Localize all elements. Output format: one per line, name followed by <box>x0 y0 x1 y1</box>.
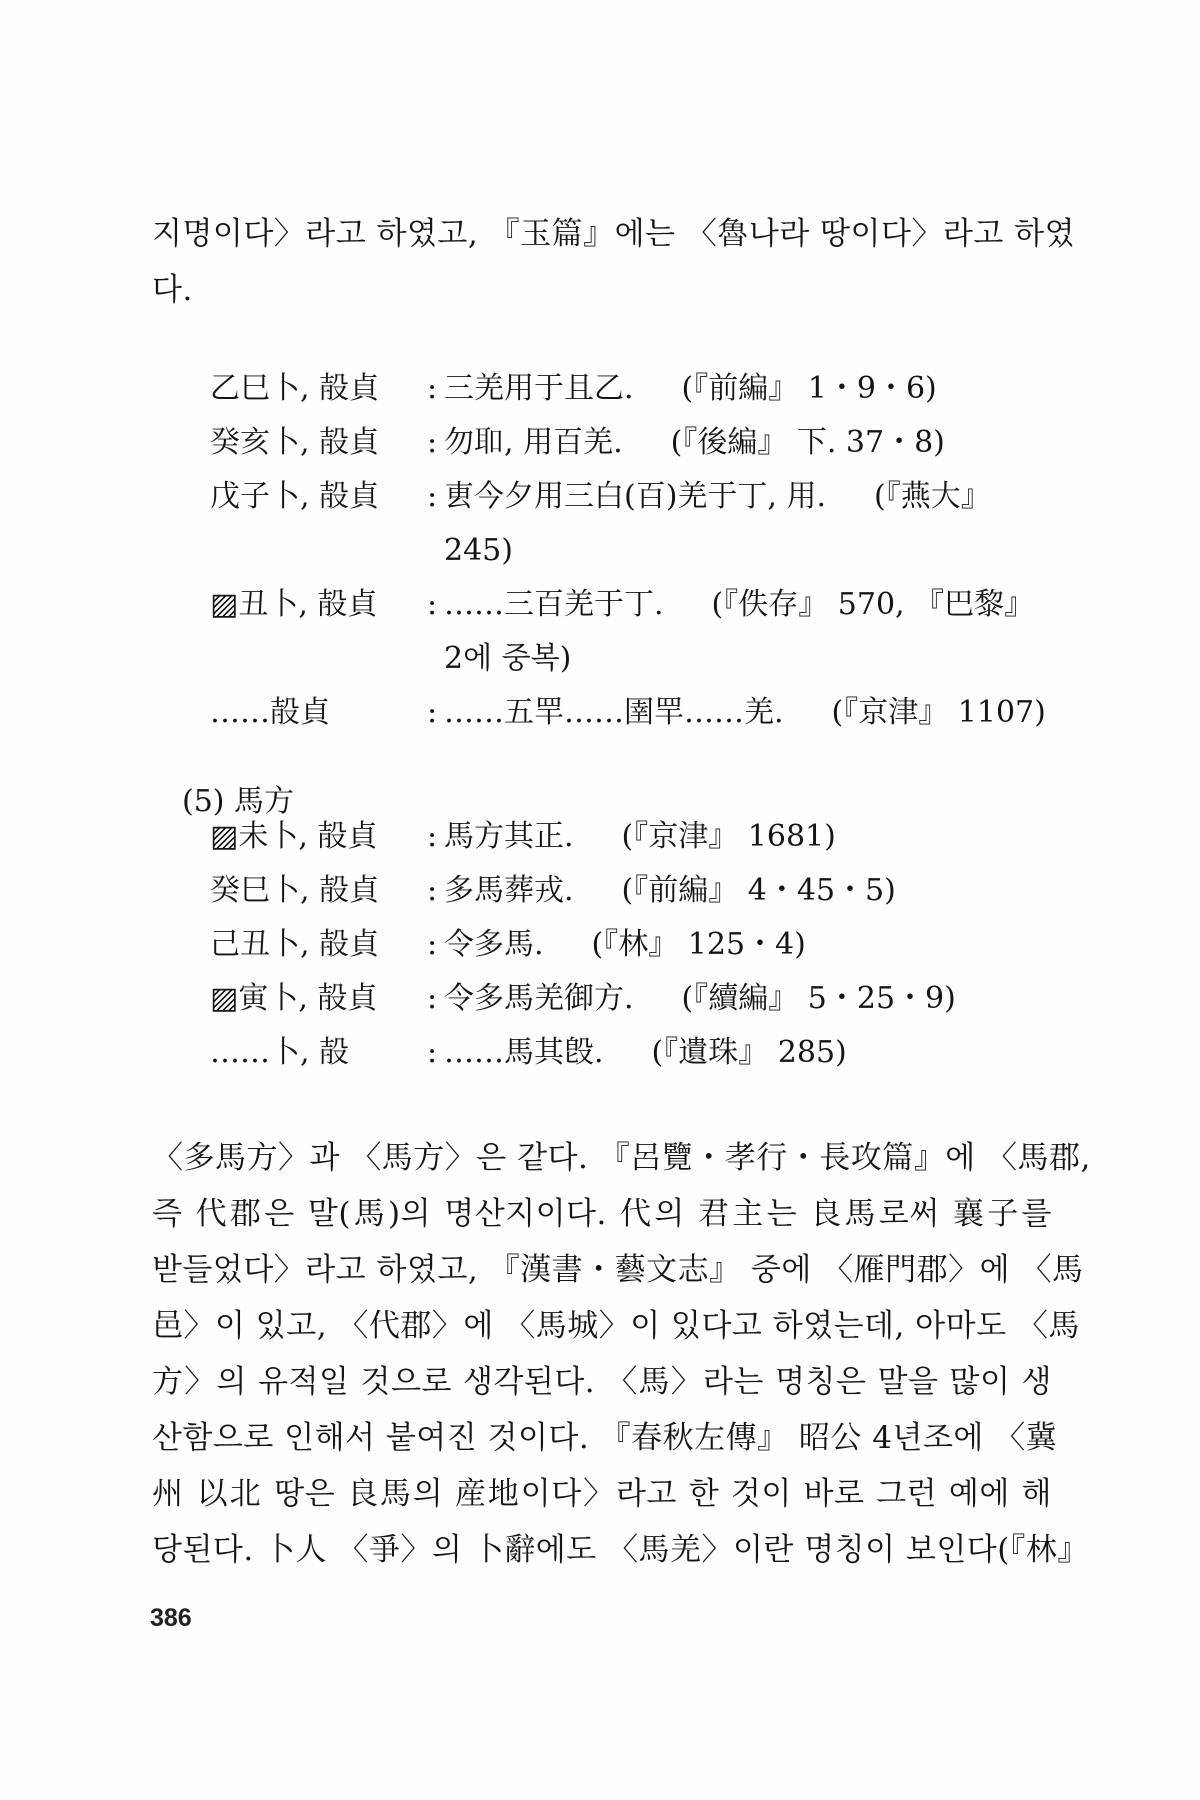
divination-condition: 己丑卜, 㱿貞 <box>210 927 380 962</box>
text-line: 方〉의 유적일 것으로 생각된다. 〈馬〉라는 명칭은 말을 많이 생 <box>152 1364 1052 1400</box>
divination-condition: 戊子卜, 㱿貞 <box>210 479 380 514</box>
divination-condition: ▨丑卜, 㱿貞 <box>210 587 378 622</box>
inscription-body <box>444 470 1060 578</box>
inscription-entry <box>210 362 1060 416</box>
inscription-entry <box>210 810 1060 864</box>
inscription-source: (『前編』 4・45・5) <box>621 873 896 908</box>
intro-paragraph <box>152 206 1076 318</box>
text-line: 당된다. 卜人 〈爭〉의 卜辭에도 〈馬羌〉이란 명칭이 보인다(『林』 <box>152 1532 1089 1568</box>
divination-condition: ▨未卜, 㱿貞 <box>210 819 378 854</box>
inscription-entry <box>210 972 1060 1026</box>
inscription-text: 令多馬羌御方. <box>444 981 634 1016</box>
colon-separator: : <box>426 873 438 908</box>
text-line: 州 以北 땅은 良馬의 産地이다〉라고 한 것이 바로 그런 예에 해 <box>152 1476 1052 1512</box>
colon-separator: : <box>426 927 438 962</box>
inscription-body <box>444 1026 1060 1080</box>
inscription-text: ……馬其𣪘. <box>444 1035 604 1070</box>
divination-condition: ……㱿貞 <box>210 695 330 730</box>
inscription-text: 令多馬. <box>444 927 544 962</box>
colon-separator: : <box>426 371 438 406</box>
divination-condition: ……卜, 㱿 <box>210 1035 350 1070</box>
inscription-source: (『京津』 1107) <box>831 695 1046 730</box>
inscription-text: ……五䍐……圉䍐……羌. <box>444 695 784 730</box>
inscription-text: ……三百羌于丁. <box>444 587 664 622</box>
inscription-body <box>444 918 1060 972</box>
oracle-inscription-list-2 <box>210 810 1060 1080</box>
inscription-body <box>444 362 1060 416</box>
divination-condition: 癸亥卜, 㱿貞 <box>210 425 380 460</box>
page-number: 386 <box>150 1604 192 1632</box>
inscription-entry <box>210 470 1060 578</box>
closing-paragraph <box>152 1130 1091 1578</box>
inscription-source: (『京津』 1681) <box>621 819 836 854</box>
colon-separator: : <box>426 587 438 622</box>
inscription-source: (『林』 125・4) <box>591 927 806 962</box>
inscription-text: 多馬葬戎. <box>444 873 574 908</box>
inscription-source: (『後編』 下. 37・8) <box>670 425 945 460</box>
inscription-body <box>444 810 1060 864</box>
text-line: 邑〉이 있고, 〈代郡〉에 〈馬城〉이 있다고 하였는데, 아마도 〈馬 <box>152 1308 1080 1344</box>
divination-condition: 癸巳卜, 㱿貞 <box>210 873 380 908</box>
inscription-body <box>444 686 1060 740</box>
inscription-body <box>444 864 1060 918</box>
colon-separator: : <box>426 695 438 730</box>
section-heading: (5) 馬方 <box>182 784 295 819</box>
inscription-entry <box>210 864 1060 918</box>
text-line: 즉 代郡은 말(馬)의 명산지이다. 代의 君主는 良馬로써 襄子를 <box>152 1196 1052 1232</box>
colon-separator: : <box>426 819 438 854</box>
inscription-body <box>444 416 1060 470</box>
text-line: 〈多馬方〉과 〈馬方〉은 같다. 『呂覽・孝行・長攻篇』에 〈馬郡, <box>152 1140 1091 1176</box>
text-line: 다. <box>152 272 193 308</box>
inscription-text: 勿𦔻, 用百羌. <box>444 425 623 460</box>
inscription-entry <box>210 416 1060 470</box>
inscription-entry <box>210 918 1060 972</box>
text-line: 산함으로 인해서 붙여진 것이다. 『春秋左傳』 昭公 4년조에 〈冀 <box>152 1420 1058 1456</box>
colon-separator: : <box>426 1035 438 1070</box>
colon-separator: : <box>426 425 438 460</box>
inscription-text: 馬方其正. <box>444 819 574 854</box>
inscription-entry <box>210 686 1060 740</box>
inscription-text: 叀今夕用三白(百)羌于丁, 用. <box>444 479 827 514</box>
inscription-entry <box>210 578 1060 686</box>
inscription-source: (『續編』 5・25・9) <box>681 981 956 1016</box>
divination-condition: ▨寅卜, 㱿貞 <box>210 981 378 1016</box>
inscription-body <box>444 578 1060 686</box>
text-line: 받들었다〉라고 하였고, 『漢書・藝文志』 중에 〈雁門郡〉에 〈馬 <box>152 1252 1084 1288</box>
inscription-entry <box>210 1026 1060 1080</box>
inscription-source: (『燕大』 245) <box>444 479 991 568</box>
inscription-text: 三羌用于且乙. <box>444 371 634 406</box>
oracle-inscription-list-1 <box>210 362 1060 740</box>
colon-separator: : <box>426 479 438 514</box>
colon-separator: : <box>426 981 438 1016</box>
text-line: 지명이다〉라고 하였고, 『玉篇』에는 〈魯나라 땅이다〉라고 하였 <box>152 216 1076 252</box>
inscription-source: (『遺珠』 285) <box>651 1035 847 1070</box>
inscription-source: (『佚存』 570, 『巴黎』 2에 중복) <box>444 587 1035 676</box>
inscription-body <box>444 972 1060 1026</box>
divination-condition: 乙巳卜, 㱿貞 <box>210 371 380 406</box>
inscription-source: (『前編』 1・9・6) <box>681 371 937 406</box>
